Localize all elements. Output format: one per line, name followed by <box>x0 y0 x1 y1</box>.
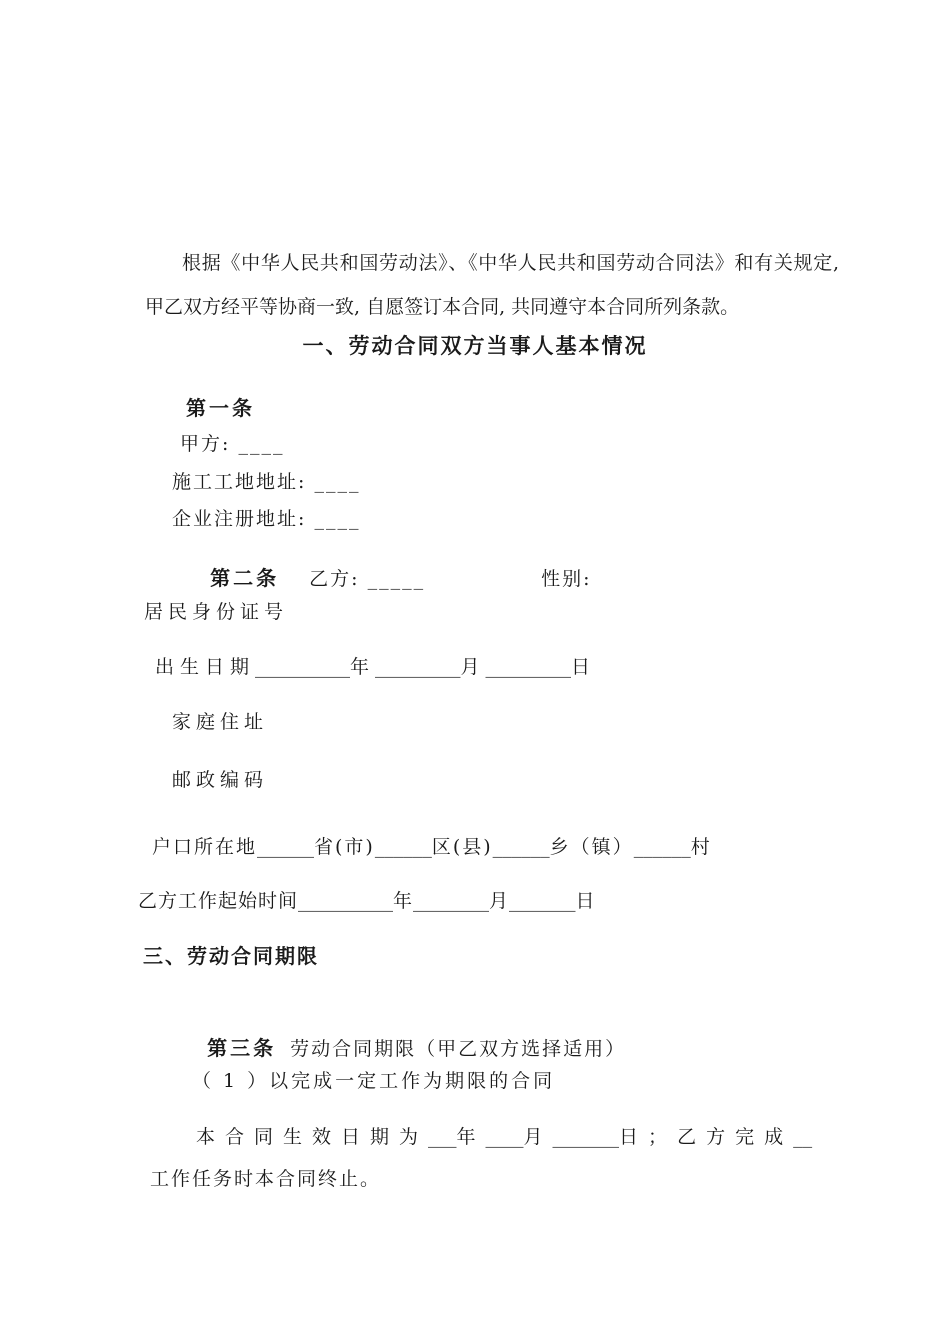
article-1-label: 第一条 <box>186 396 255 420</box>
household-registration-line <box>152 834 712 860</box>
text-segment: 户口所在地 <box>152 836 258 858</box>
blank-underline: ___ <box>428 1126 457 1148</box>
blank-underline: ______ <box>633 836 691 858</box>
article-3-title: 劳动合同期限（甲乙双方选择适用） <box>290 1038 627 1060</box>
text-segment: 日 <box>571 656 597 678</box>
blank-underline: __________ <box>298 890 394 912</box>
blank-underline: ________ <box>413 890 490 912</box>
text-segment: 乙方工作起始时间 <box>138 890 299 912</box>
blank-underline: ______ <box>492 836 550 858</box>
text-segment: 区(县) <box>431 836 493 858</box>
text-segment: 出生日期 <box>155 656 256 678</box>
resident-id-line: 居民身份证号 <box>144 601 289 623</box>
blank-underline: __ <box>793 1126 813 1148</box>
text-segment: 乡（镇） <box>549 836 634 858</box>
part-three-heading: 三、劳动合同期限 <box>143 944 319 968</box>
party-a-line: 甲方: ____ <box>180 433 285 455</box>
text-segment: 月 <box>523 1126 553 1148</box>
effective-date-line <box>196 1124 812 1150</box>
termination-line: 工作任务时本合同终止。 <box>150 1168 382 1190</box>
home-address-line: 家庭住址 <box>172 711 269 733</box>
party-b-line: 乙方: _____ <box>309 568 426 590</box>
text-segment: 本合同生效日期为 <box>196 1126 429 1148</box>
text-segment: 日； <box>619 1126 678 1148</box>
postal-code-line: 邮政编码 <box>172 769 269 791</box>
blank-underline: _________ <box>485 656 572 678</box>
article-2-label: 第二条 <box>210 566 280 590</box>
text-segment: 日 <box>575 890 596 912</box>
text-segment: 年 <box>456 1126 486 1148</box>
part-one-heading: 一、劳动合同双方当事人基本情况 <box>302 334 648 358</box>
text-segment: 年 <box>350 656 376 678</box>
option-1-line: （ 1 ）以完成一定工作为期限的合同 <box>192 1070 556 1092</box>
construction-site-address-line: 施工工地地址: ____ <box>172 471 361 493</box>
work-start-date-line <box>138 888 596 914</box>
birth-date-line <box>155 654 596 680</box>
gender-label: 性别: <box>541 568 592 590</box>
blank-underline: __________ <box>255 656 351 678</box>
text-segment: 乙方完成 <box>677 1126 794 1148</box>
blank-underline: ______ <box>374 836 432 858</box>
text-segment: 省(市) <box>314 836 375 858</box>
blank-underline: ____ <box>485 1126 524 1148</box>
blank-underline: _________ <box>375 656 461 678</box>
text-segment: 月 <box>489 890 510 912</box>
text-segment: 村 <box>690 836 712 858</box>
preamble-paragraph: 根据《中华人民共和国劳动法》、《中华人民共和国劳动合同法》和有关规定, 甲乙双方经平等协商一致, 自愿签订本合同, 共同遵守本合同所列条款。 <box>145 252 839 318</box>
text-segment: 月 <box>460 656 486 678</box>
article-3-label: 第三条 <box>207 1036 277 1060</box>
blank-underline: _______ <box>552 1126 620 1148</box>
text-segment: 年 <box>393 890 414 912</box>
blank-underline: ______ <box>257 836 315 858</box>
blank-underline: _______ <box>509 890 576 912</box>
registered-address-line: 企业注册地址: ____ <box>172 508 361 530</box>
